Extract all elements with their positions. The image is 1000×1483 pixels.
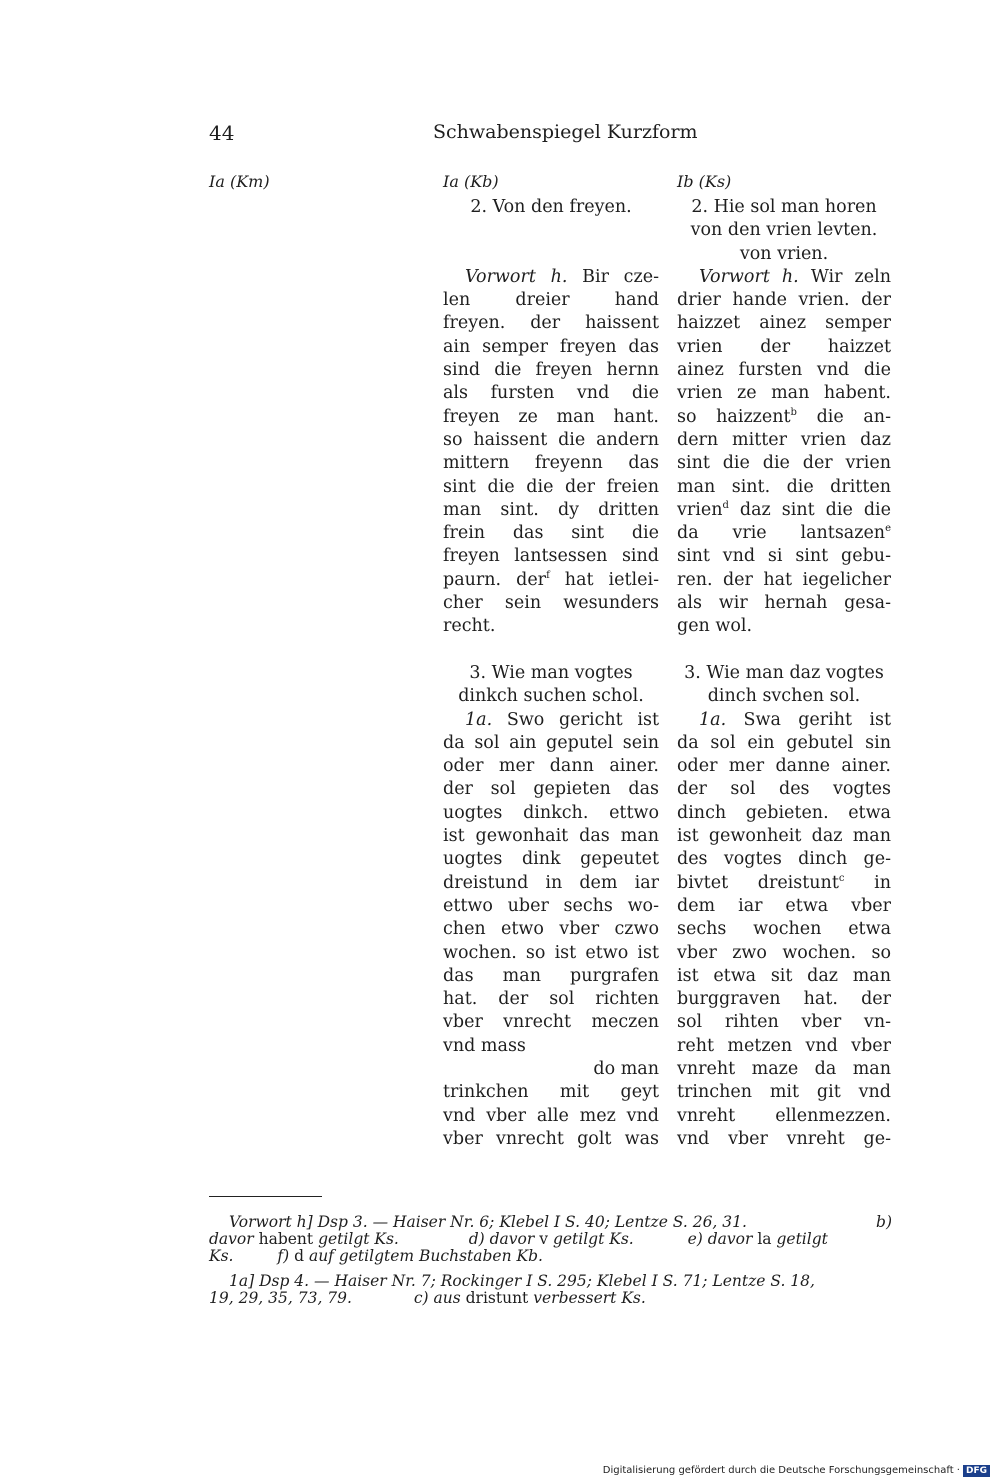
text-line: vrien ze man habent. [677, 383, 891, 404]
text-line: vnreht ellenmezzen. [677, 1105, 891, 1126]
text-line: so haizzent$^b$ die an- [677, 406, 891, 427]
text-line: vnreht maze da man [677, 1058, 891, 1079]
footnote-marker: b [790, 406, 797, 418]
text-line: vber vnrecht meczen [443, 1012, 659, 1033]
text-line: paurn. der$^f$ hat ietlei- [443, 569, 660, 590]
footnotes-block-1 [209, 1214, 892, 1265]
text-line: gen wol. [677, 616, 753, 637]
text-line: hat. der sol richten [443, 989, 659, 1010]
footnote-marker: d [722, 499, 729, 511]
text-line: da vrie lantsazen$^e$ [677, 523, 891, 544]
text-line: oder mer dann ainer. [443, 756, 659, 777]
text-line: dem iar etwa vber [677, 895, 891, 916]
text-line: vnd mass [443, 1035, 526, 1056]
text-line: dreistund in dem iar [443, 872, 659, 893]
page-number: 44 [209, 121, 235, 145]
text-line: als fursten vnd die [443, 383, 659, 404]
text-line: 1a. Swa geriht ist [699, 709, 891, 730]
text-line: vber zwo wochen. so [677, 942, 891, 963]
dfg-logo-icon: DFG [963, 1465, 990, 1477]
footnote-marker: f [546, 569, 550, 581]
text-line: der sol gepieten das [443, 779, 659, 800]
text-line: sint die die der freien [443, 476, 659, 497]
section-heading: dinkch suchen schol. [458, 686, 644, 707]
running-title: Schwabenspiegel Kurzform [433, 121, 698, 143]
footnote-line: 19, 29, 35, 73, 79. c) aus dristunt verbessert Ks. [209, 1289, 646, 1307]
text-line: so haissent die andern [443, 429, 659, 450]
text-line: oder mer danne ainer. [677, 756, 891, 777]
text-line: sint vnd si sint gebu- [677, 546, 891, 567]
section-heading: 3. Wie man vogtes [469, 662, 633, 683]
text-line: haizzet ainez semper [677, 313, 891, 334]
text-line: des vogtes dinch ge- [677, 849, 891, 870]
text-line: ren. der hat iegelicher [677, 569, 891, 590]
footnote-marker: e [885, 523, 891, 535]
text-line: freyen ze man hant. [443, 406, 659, 427]
text-line: reht metzen vnd vber [677, 1035, 891, 1056]
text-line: freyen. der haissent [443, 313, 659, 334]
section-label: 1a. [465, 709, 493, 730]
section-label: Vorwort h. [465, 266, 568, 287]
column-ks [677, 196, 891, 1151]
text-line: als wir hernah gesa- [677, 593, 891, 614]
siglum-km: Ia (Km) [209, 172, 270, 191]
section-heading: dinch svchen sol. [707, 686, 861, 707]
text-line: ainez fursten vnd die [677, 360, 891, 381]
footnote-line: Ks. f) d auf getilgtem Buchstaben Kb. [209, 1247, 543, 1265]
text-line: Vorwort h. Bir cze- [465, 266, 659, 287]
footnote-marker: c [838, 872, 845, 884]
text-line: trinchen mit git vnd [677, 1082, 891, 1103]
text-line: bivtet dreistunt$^c$ in [677, 872, 891, 893]
siglum-kb: Ia (Kb) [443, 172, 499, 191]
text-line: ettwo uber sechs wo- [443, 895, 659, 916]
text-line: do man [593, 1058, 659, 1079]
text-line: len dreier hand [443, 290, 659, 311]
section-heading: von vrien. [739, 243, 829, 264]
text-line: vnd vber alle mez vnd [443, 1105, 659, 1126]
text-line: sol rihten vber vn- [677, 1012, 891, 1033]
text-line: burggraven hat. der [677, 989, 891, 1010]
footnote-line: Vorwort h] Dsp 3. — Haiser Nr. 6; Klebel I S. 40; Lentze S. 26, 31. b) [229, 1213, 892, 1231]
text-line: wochen. so ist etwo ist [443, 942, 659, 963]
text-line: mittern freyenn das [443, 453, 659, 474]
text-line: chen etwo vber czwo [443, 919, 659, 940]
text-line: das man purgrafen [443, 965, 659, 986]
text-line: vber vnrecht golt was [443, 1128, 659, 1149]
column-kb [443, 196, 659, 1151]
text-line: uogtes dink gepeutet [443, 849, 659, 870]
section-heading: 2. Von den freyen. [470, 197, 632, 217]
text-line: dern mitter vrien daz [677, 429, 891, 450]
section-heading: von den vrien levten. [690, 220, 878, 241]
text-line: sechs wochen etwa [677, 919, 891, 940]
text-line: trinkchen mit geyt [443, 1082, 659, 1103]
text-line: Vorwort h. Wir zeln [699, 266, 891, 287]
text-line: sind die freyen hernn [443, 360, 659, 381]
text-line: frein das sint die [443, 523, 659, 544]
footnotes-block-2 [209, 1273, 892, 1307]
text-line: ain semper freyen das [443, 336, 659, 357]
footnote-line: 1a] Dsp 4. — Haiser Nr. 7; Rockinger I S. 295; Klebel I S. 71; Lentze S. 18, [229, 1272, 815, 1290]
text-line: 1a. Swo gericht ist [465, 709, 659, 730]
text-line: vnd vber vnreht ge- [677, 1128, 891, 1149]
digitization-credit: Digitalisierung gefördert durch die Deutsche Forschungsgemeinschaft · DFG [603, 1465, 990, 1477]
text-line: drier hande vrien. der [677, 290, 891, 311]
text-line: sint die die der vrien [677, 453, 891, 474]
footnote-rule [209, 1196, 322, 1197]
text-line: ist gewonhait das man [443, 826, 659, 847]
section-label: 1a. [699, 709, 727, 730]
text-line: man sint. dy dritten [443, 499, 659, 520]
text-line: vrien der haizzet [677, 336, 891, 357]
footnote-line: davor habent getilgt Ks. d) davor v getilgt Ks. e) davor la getilgt [209, 1230, 828, 1248]
text-line: uogtes dinkch. ettwo [443, 802, 659, 823]
text-line: ist etwa sit daz man [677, 965, 891, 986]
section-heading: 2. Hie sol man horen [691, 197, 877, 217]
section-heading: 3. Wie man daz vogtes [684, 662, 884, 683]
text-line: cher sein wesunders [443, 593, 659, 614]
text-line: da sol ein gebutel sin [677, 732, 891, 753]
siglum-ks: Ib (Ks) [677, 172, 732, 191]
text-line: freyen lantsessen sind [443, 546, 659, 567]
text-line: man sint. die dritten [677, 476, 891, 497]
text-line: der sol des vogtes [677, 779, 891, 800]
section-label: Vorwort h. [699, 266, 799, 287]
text-line: dinch gebieten. etwa [677, 802, 891, 823]
text-line: recht. [443, 616, 496, 637]
text-line: ist gewonheit daz man [677, 826, 891, 847]
text-line: da sol ain geputel sein [443, 732, 659, 753]
text-line: vrien$^d$ daz sint die die [677, 499, 891, 520]
